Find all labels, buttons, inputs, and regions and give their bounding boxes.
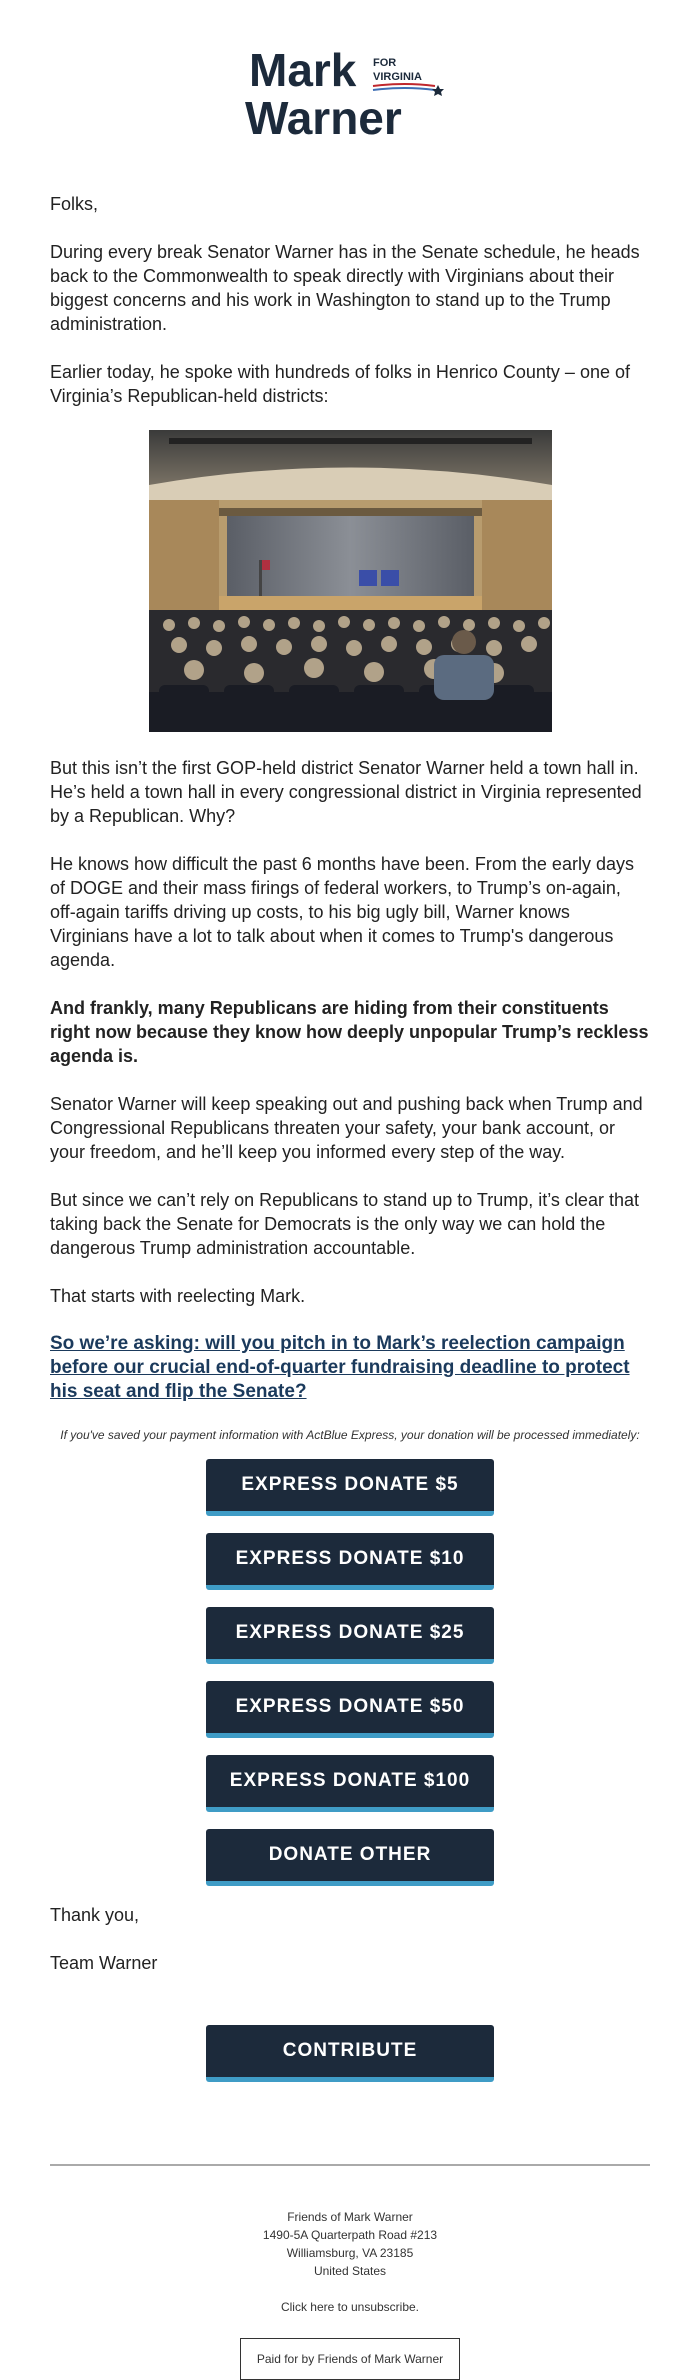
- thank-you: Thank you,: [50, 1905, 140, 1925]
- contribute-wrap: [50, 2025, 650, 2082]
- town-hall-photo-wrap: [50, 430, 650, 732]
- contribute-button[interactable]: CONTRIBUTE: [206, 2025, 494, 2082]
- logo-line2: Warner: [245, 92, 402, 144]
- actblue-express-note: If you've saved your payment information with ActBlue Express, your donation will be processed immediately:: [60, 1428, 640, 1442]
- signature: Team Warner: [50, 1953, 158, 1973]
- logo-line1: Mark: [249, 44, 357, 96]
- logo-swoosh-red: [373, 84, 435, 86]
- paragraph-3: But this isn’t the first GOP-held district Senator Warner held a town hall in. He’s held a town hall in every congressional district in Virginia represented by a Republican. Why?: [50, 758, 642, 826]
- paragraph-5-bold: And frankly, many Republicans are hiding from their constituents right now because they know how deeply unpopular Trump’s reckless agenda is.: [50, 998, 649, 1066]
- logo-swoosh-blue: [373, 88, 435, 90]
- footer-address-1: 1490-5A Quarterpath Road #213: [262, 2228, 438, 2242]
- unsubscribe-link[interactable]: Click here to unsubscribe.: [280, 2300, 420, 2314]
- paragraph-8: That starts with reelecting Mark.: [50, 1286, 306, 1306]
- express-donate-5-button[interactable]: EXPRESS DONATE $5: [206, 1459, 494, 1516]
- paragraph-7: But since we can’t rely on Republicans to stand up to Trump, it’s clear that taking back the Senate for Democrats is the only way we can hold the dangerous Trump administration accountable.: [50, 1190, 639, 1258]
- paid-for-disclaimer: Paid for by Friends of Mark Warner: [240, 2338, 460, 2380]
- salutation: Folks,: [50, 194, 99, 214]
- logo-for: FOR: [373, 57, 397, 69]
- mark-warner-logo: [245, 42, 455, 142]
- express-donate-25-button[interactable]: EXPRESS DONATE $25: [206, 1607, 494, 1664]
- footer: [0, 2208, 700, 2380]
- paragraph-4: He knows how difficult the past 6 months have been. From the early days of DOGE and their mass firings of federal workers, to Trump’s on-again, off-again tariffs driving up costs, to his big ugly bill, Warner knows Virginians have a lot to talk about when it comes to Trump's dangerous agenda.: [50, 854, 634, 970]
- paragraph-2: Earlier today, he spoke with hundreds of folks in Henrico County – one of Virginia’s Republican-held districts:: [50, 362, 630, 406]
- email-body: [0, 192, 700, 2082]
- paragraph-1: During every break Senator Warner has in the Senate schedule, he heads back to the Commonwealth to speak directly with Virginians about their biggest concerns and his work in Washington to stand up to the Trump administration.: [50, 242, 640, 334]
- logo-state: VIRGINIA: [373, 71, 422, 83]
- donate-button-list: [50, 1459, 650, 1886]
- express-donate-10-button[interactable]: EXPRESS DONATE $10: [206, 1533, 494, 1590]
- donation-ask-link[interactable]: So we’re asking: will you pitch in to Mark’s reelection campaign before our crucial end-of-quarter fundraising deadline to protect his seat and flip the Senate?: [50, 1333, 630, 1402]
- footer-country: United States: [313, 2264, 387, 2278]
- donate-other-button[interactable]: DONATE OTHER: [206, 1829, 494, 1886]
- email-page: [0, 42, 700, 2365]
- footer-address-2: Williamsburg, VA 23185: [286, 2246, 414, 2260]
- express-donate-50-button[interactable]: EXPRESS DONATE $50: [206, 1681, 494, 1738]
- express-donate-100-button[interactable]: EXPRESS DONATE $100: [206, 1755, 494, 1812]
- footer-org: Friends of Mark Warner: [287, 2210, 413, 2224]
- paragraph-6: Senator Warner will keep speaking out and pushing back when Trump and Congressional Republicans threaten your safety, your bank account, or your freedom, and he’ll keep you informed every step of the way.: [50, 1094, 643, 1162]
- header: [0, 42, 700, 192]
- footer-divider: [50, 2164, 650, 2166]
- town-hall-photo: [149, 430, 552, 732]
